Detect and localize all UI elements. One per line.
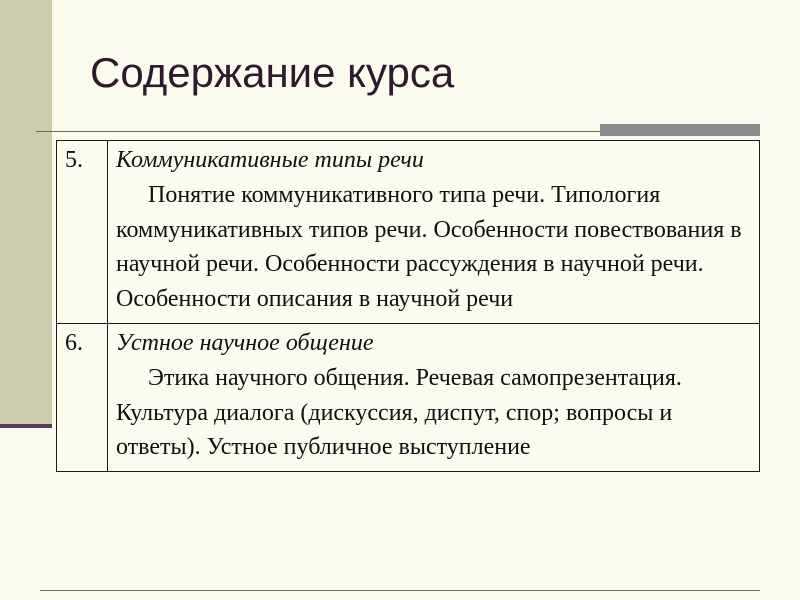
topic-title: Коммуникативные типы речи bbox=[116, 147, 424, 173]
table-row bbox=[57, 323, 760, 471]
bottom-divider bbox=[40, 590, 760, 591]
row-number: 5. bbox=[57, 141, 108, 324]
topic-title: Устное научное общение bbox=[116, 329, 374, 356]
table-row bbox=[57, 141, 760, 324]
side-strip-edge bbox=[0, 424, 52, 428]
title-divider-accent bbox=[600, 124, 760, 136]
row-number: 6. bbox=[57, 323, 108, 471]
course-content-table bbox=[56, 140, 760, 472]
topic-description: Этика научного общения. Речевая самопрезентация. Культура диалога (дискуссия, диспут, спор; вопросы и ответы). Устное публичное выступление bbox=[116, 364, 682, 461]
slide-title: Содержание курса bbox=[90, 49, 455, 96]
side-decoration-strip bbox=[0, 0, 52, 426]
row-content-cell bbox=[108, 141, 760, 324]
topic-description: Понятие коммуникативного типа речи. Типология коммуникативных типов речи. Особенности повествования в научной речи. Особенности рассуждения в научной речи. Особенности описания в научной речи bbox=[116, 181, 742, 313]
row-content-cell bbox=[108, 323, 760, 471]
